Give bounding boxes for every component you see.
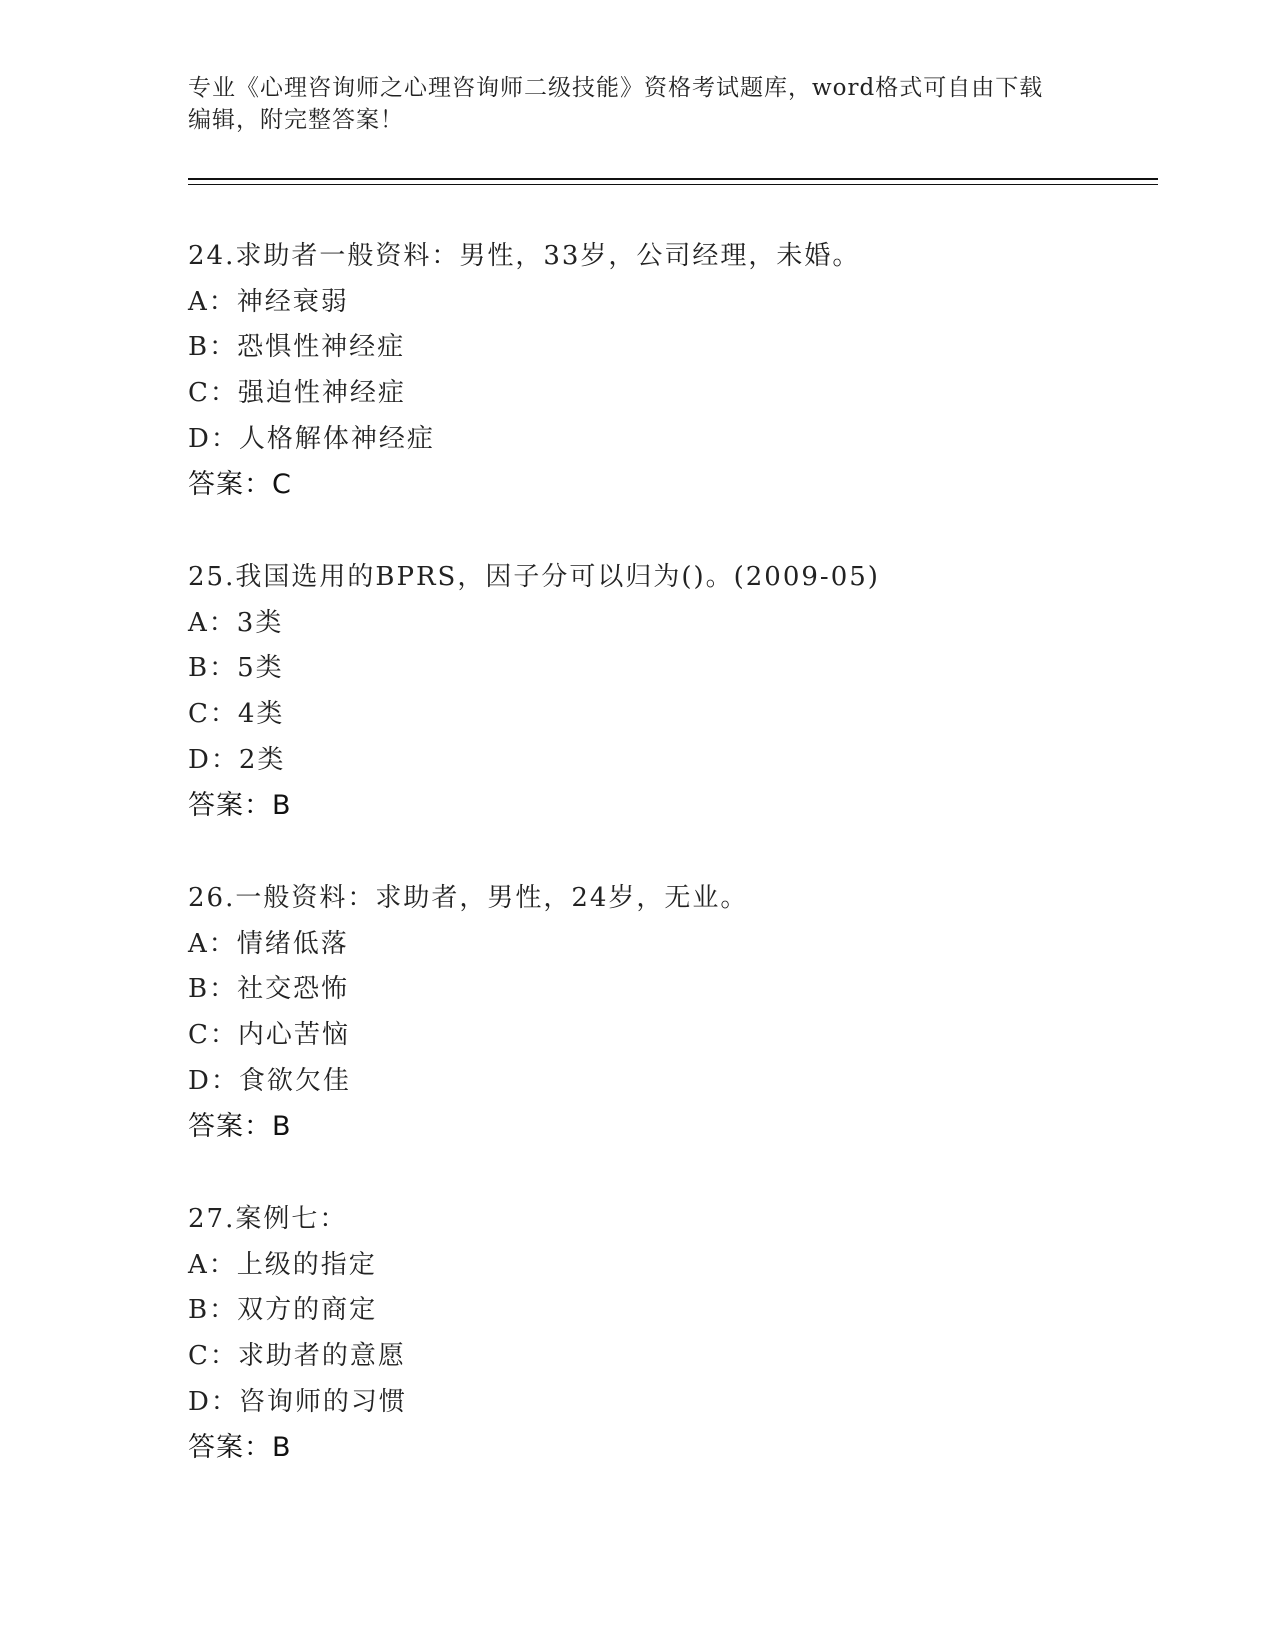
question-stem: 25.我国选用的BPRS，因子分可以归为()。(2009-05)	[188, 562, 880, 592]
option-b: B：社交恐怖	[188, 974, 350, 1005]
question-stem: 24.求助者一般资料：男性，33岁，公司经理，未婚。	[188, 241, 861, 271]
header-line-2: 编辑，附完整答案！	[188, 107, 404, 133]
question-25	[188, 555, 1138, 829]
option-b: B：双方的商定	[188, 1295, 378, 1326]
answer-label: 答案：B	[188, 1111, 292, 1143]
question-stem: 27.案例七：	[188, 1204, 348, 1234]
option-a: A：3类	[188, 607, 284, 638]
header-divider-thick	[188, 178, 1158, 180]
option-d: D：咨询师的习惯	[188, 1386, 407, 1417]
option-d: D：2类	[188, 744, 286, 775]
question-27	[188, 1197, 1138, 1471]
question-26	[188, 876, 1138, 1150]
option-c: C：内心苦恼	[188, 1020, 350, 1051]
document-header	[188, 72, 1068, 136]
header-line-1: 专业《心理咨询师之心理咨询师二级技能》资格考试题库，word格式可自由下载	[188, 75, 1044, 101]
answer-label: 答案：B	[188, 790, 292, 822]
header-divider-thin	[188, 184, 1158, 185]
option-c: C：求助者的意愿	[188, 1341, 406, 1372]
option-b: B：5类	[188, 653, 284, 684]
option-a: A：上级的指定	[188, 1249, 377, 1280]
option-c: C：强迫性神经症	[188, 378, 406, 409]
answer-label: 答案：C	[188, 469, 292, 501]
option-d: D：食欲欠佳	[188, 1065, 351, 1096]
answer-label: 答案：B	[188, 1432, 292, 1464]
question-stem: 26.一般资料：求助者，男性，24岁，无业。	[188, 883, 749, 913]
option-c: C：4类	[188, 699, 285, 730]
option-a: A：神经衰弱	[188, 286, 349, 317]
option-b: B：恐惧性神经症	[188, 332, 406, 363]
option-a: A：情绪低落	[188, 928, 349, 959]
question-24	[188, 234, 1138, 508]
option-d: D：人格解体神经症	[188, 423, 435, 454]
